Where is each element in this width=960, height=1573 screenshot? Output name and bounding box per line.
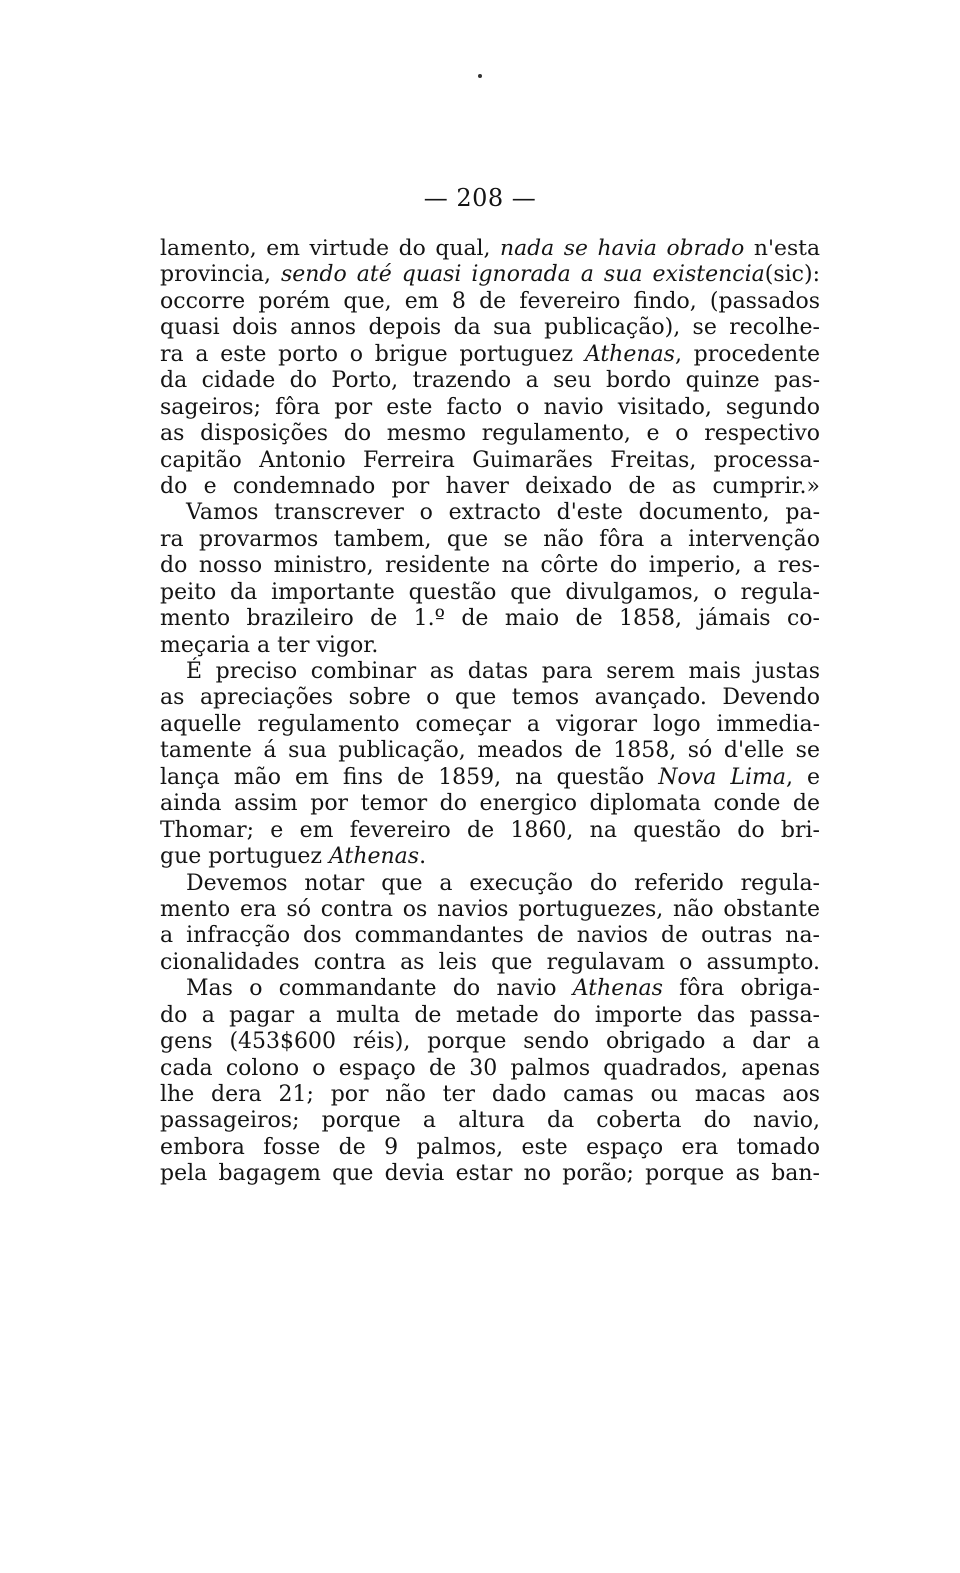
text-line [160,1135,820,1161]
text-segment: Vamos transcrever o extracto d'este documento, pa- [186,500,820,526]
text-line [160,580,820,606]
text-segment: Thomar; e em fevereiro de 1860, na questão do bri- [160,817,820,843]
text-segment: aquelle regulamento começar a vigorar logo immedia- [160,711,820,737]
text-segment: as apreciações sobre o que temos avançado. Devendo [160,685,820,711]
body-text [160,236,820,1188]
text-segment: do a pagar a multa de metade do importe das passa- [160,1002,820,1028]
text-line [160,818,820,844]
text-line [160,923,820,949]
text-segment: cionalidades contra as leis que regulavam o assumpto. [160,949,820,975]
text-line [160,685,820,711]
text-line [160,765,820,791]
text-segment: do nosso ministro, residente na côrte do imperio, a res- [160,553,820,579]
text-segment: gue portuguez [160,844,329,870]
text-segment: É preciso combinar as datas para serem mais justas [186,659,820,684]
text-line [160,1056,820,1082]
text-segment: pela bagagem que devia estar no porão; porque as ban- [160,1161,820,1187]
text-line [160,606,820,632]
text-line [160,633,820,659]
text-line [160,844,820,870]
text-segment: occorre porém que, em 8 de fevereiro findo, (passados [160,288,820,314]
text-line [160,897,820,923]
text-line [160,976,820,1002]
text-segment: n'esta [744,236,821,261]
text-segment: da cidade do Porto, trazendo a seu bordo quinze pas- [160,368,820,394]
text-segment: ra provarmos tambem, que se não fôra a intervenção [160,526,820,552]
text-segment: as disposições do mesmo regulamento, e o respectivo [160,421,820,447]
text-segment: ra a este porto o brigue portuguez [160,341,585,367]
text-line [160,1003,820,1029]
print-speck [478,74,482,78]
text-segment: meçaria a ter vigor. [160,632,379,658]
italic-text: sendo até quasi ignorada a sua existencia [280,262,765,288]
text-line [160,659,820,685]
italic-text: Nova Lima [658,764,786,790]
italic-text: nada se havia obrado [500,236,745,261]
text-line [160,1108,820,1134]
text-line [160,1029,820,1055]
text-segment: provincia, [160,262,281,288]
italic-text: Athenas [584,341,675,367]
text-segment: ainda assim por temor do energico diplomata conde de [160,791,820,817]
text-segment: tamente á sua publicação, meados de 1858, só d'elle se [160,738,820,764]
text-segment: quasi dois annos depois da sua publicação), se recolhe- [160,315,820,341]
text-line [160,791,820,817]
text-segment: fôra obriga- [662,976,820,1002]
text-segment: . [419,844,427,870]
page-number: — 208 — [423,184,537,212]
text-line [160,342,820,368]
text-line [160,421,820,447]
text-segment: lamento, em virtude do qual, [160,236,501,261]
text-segment: , procedente [674,341,820,367]
text-line [160,289,820,315]
text-line [160,448,820,474]
text-line [160,395,820,421]
text-segment: Devemos notar que a execução do referido regula- [186,870,820,896]
text-segment: embora fosse de 9 palmos, este espaço era tomado [160,1134,820,1160]
text-segment: cada colono o espaço de 30 palmos quadrados, apenas [160,1055,820,1081]
text-segment: sageiros; fôra por este facto o navio visitado, segundo [160,394,820,420]
text-line [160,262,820,288]
text-line [160,1082,820,1108]
text-line [160,527,820,553]
text-segment: a infracção dos commandantes de navios de outras na- [160,923,820,949]
italic-text: Athenas [328,844,420,870]
text-line [160,1161,820,1187]
text-segment: lhe dera 21; por não ter dado camas ou macas aos [160,1082,820,1107]
text-segment: do e condemnado por haver deixado de as cumprir.» [160,473,820,499]
text-segment: Mas o commandante do navio [186,976,573,1002]
text-line [160,368,820,394]
text-segment: , e [785,764,820,790]
text-segment: mento era só contra os navios portuguezes, não obstante [160,896,820,922]
text-line [160,950,820,976]
text-line [160,474,820,500]
text-line [160,315,820,341]
text-segment: mento brazileiro de 1.º de maio de 1858, jámais co- [160,606,820,632]
text-line [160,236,820,262]
text-segment: gens (453$600 réis), porque sendo obrigado a dar a [160,1029,820,1055]
text-line [160,500,820,526]
text-segment: passageiros; porque a altura da coberta do navio, [160,1108,820,1134]
text-line [160,738,820,764]
text-line [160,712,820,738]
text-segment: peito da importante questão que divulgamos, o regula- [160,579,820,605]
text-line [160,553,820,579]
text-segment: (sic): [764,262,820,288]
text-line [160,871,820,897]
italic-text: Athenas [572,976,663,1002]
text-segment: lança mão em fins de 1859, na questão [160,764,659,790]
text-segment: capitão Antonio Ferreira Guimarães Freitas, processa- [160,447,820,473]
